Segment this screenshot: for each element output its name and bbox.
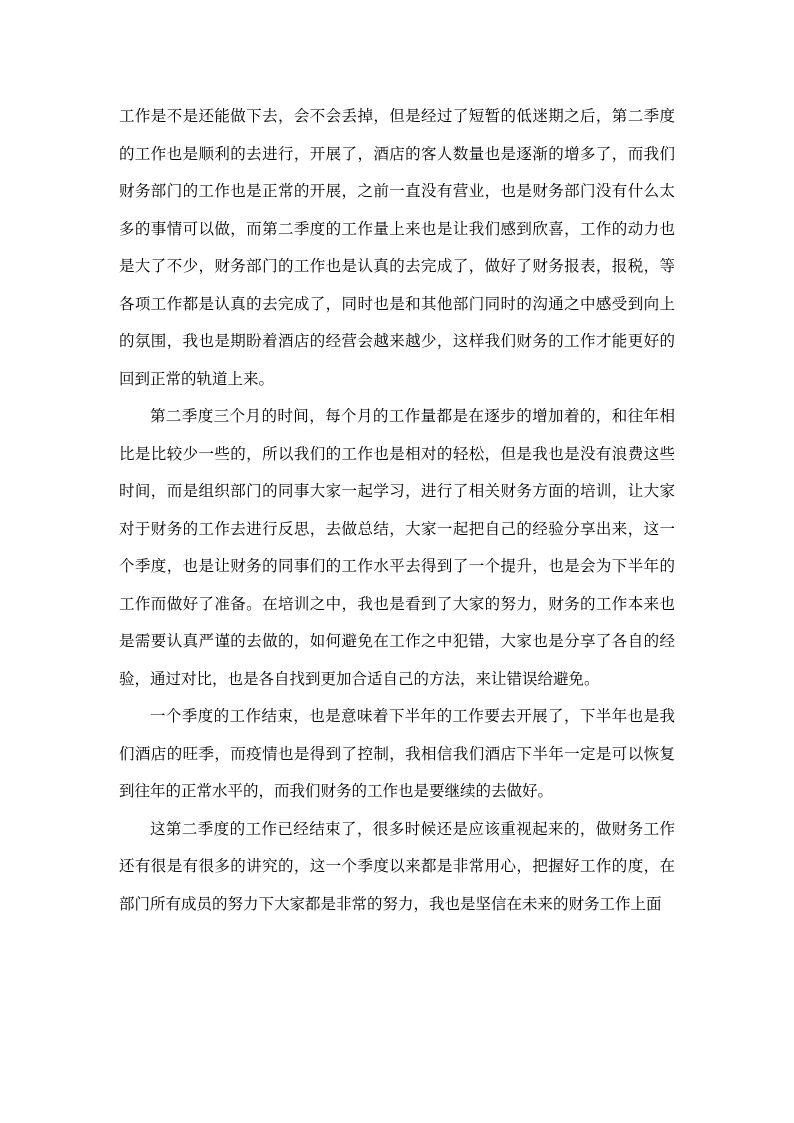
paragraph-1: 工作是不是还能做下去，会不会丢掉，但是经过了短暂的低迷期之后，第二季度的工作也是顺利的去进行，开展了，酒店的客人数量也是逐渐的增多了，而我们财务部门的工作也是正常的开展，之前一直没有营业，也是财务部门没有什么太多的事情可以做，而第二季度的工作量上来也是让我们感到欣喜，工作的动力也是大了不少，财务部门的工作也是认真的去完成了，做好了财务报表，报税，等各项工作都是认真的去完成了，同时也是和其他部门同时的沟通之中感受到向上的氛围，我也是期盼着酒店的经营会越来越少，这样我们财务的工作才能更好的回到正常的轨道上来。 <box>119 107 675 388</box>
paragraph-3: 一个季度的工作结束，也是意味着下半年的工作要去开展了，下半年也是我们酒店的旺季，而疫情也是得到了控制，我相信我们酒店下半年一定是可以恢复到往年的正常水平的，而我们财务的工作也是要继续的去做好。 <box>119 707 675 800</box>
paragraph-4: 这第二季度的工作已经结束了，很多时候还是应该重视起来的，做财务工作还有很是有很多的讲究的，这一个季度以来都是非常用心，把握好工作的度，在部门所有成员的努力下大家都是非常的努力，我也是坚信在未来的财务工作上面 <box>119 819 675 913</box>
document-page <box>119 98 675 923</box>
paragraph-2: 第二季度三个月的时间，每个月的工作量都是在逐步的增加着的，和往年相比是比较少一些的，所以我们的工作也是相对的轻松，但是我也是没有浪费这些时间，而是组织部门的同事大家一起学习，进行了相关财务方面的培训，让大家对于财务的工作去进行反思，去做总结，大家一起把自己的经验分享出来，这一个季度，也是让财务的同事们的工作水平去得到了一个提升，也是会为下半年的工作而做好了准备。在培训之中，我也是看到了大家的努力，财务的工作本来也是需要认真严谨的去做的，如何避免在工作之中犯错，大家也是分享了各自的经验，通过对比，也是各自找到更加合适自己的方法，来让错误给避免。 <box>119 407 675 688</box>
